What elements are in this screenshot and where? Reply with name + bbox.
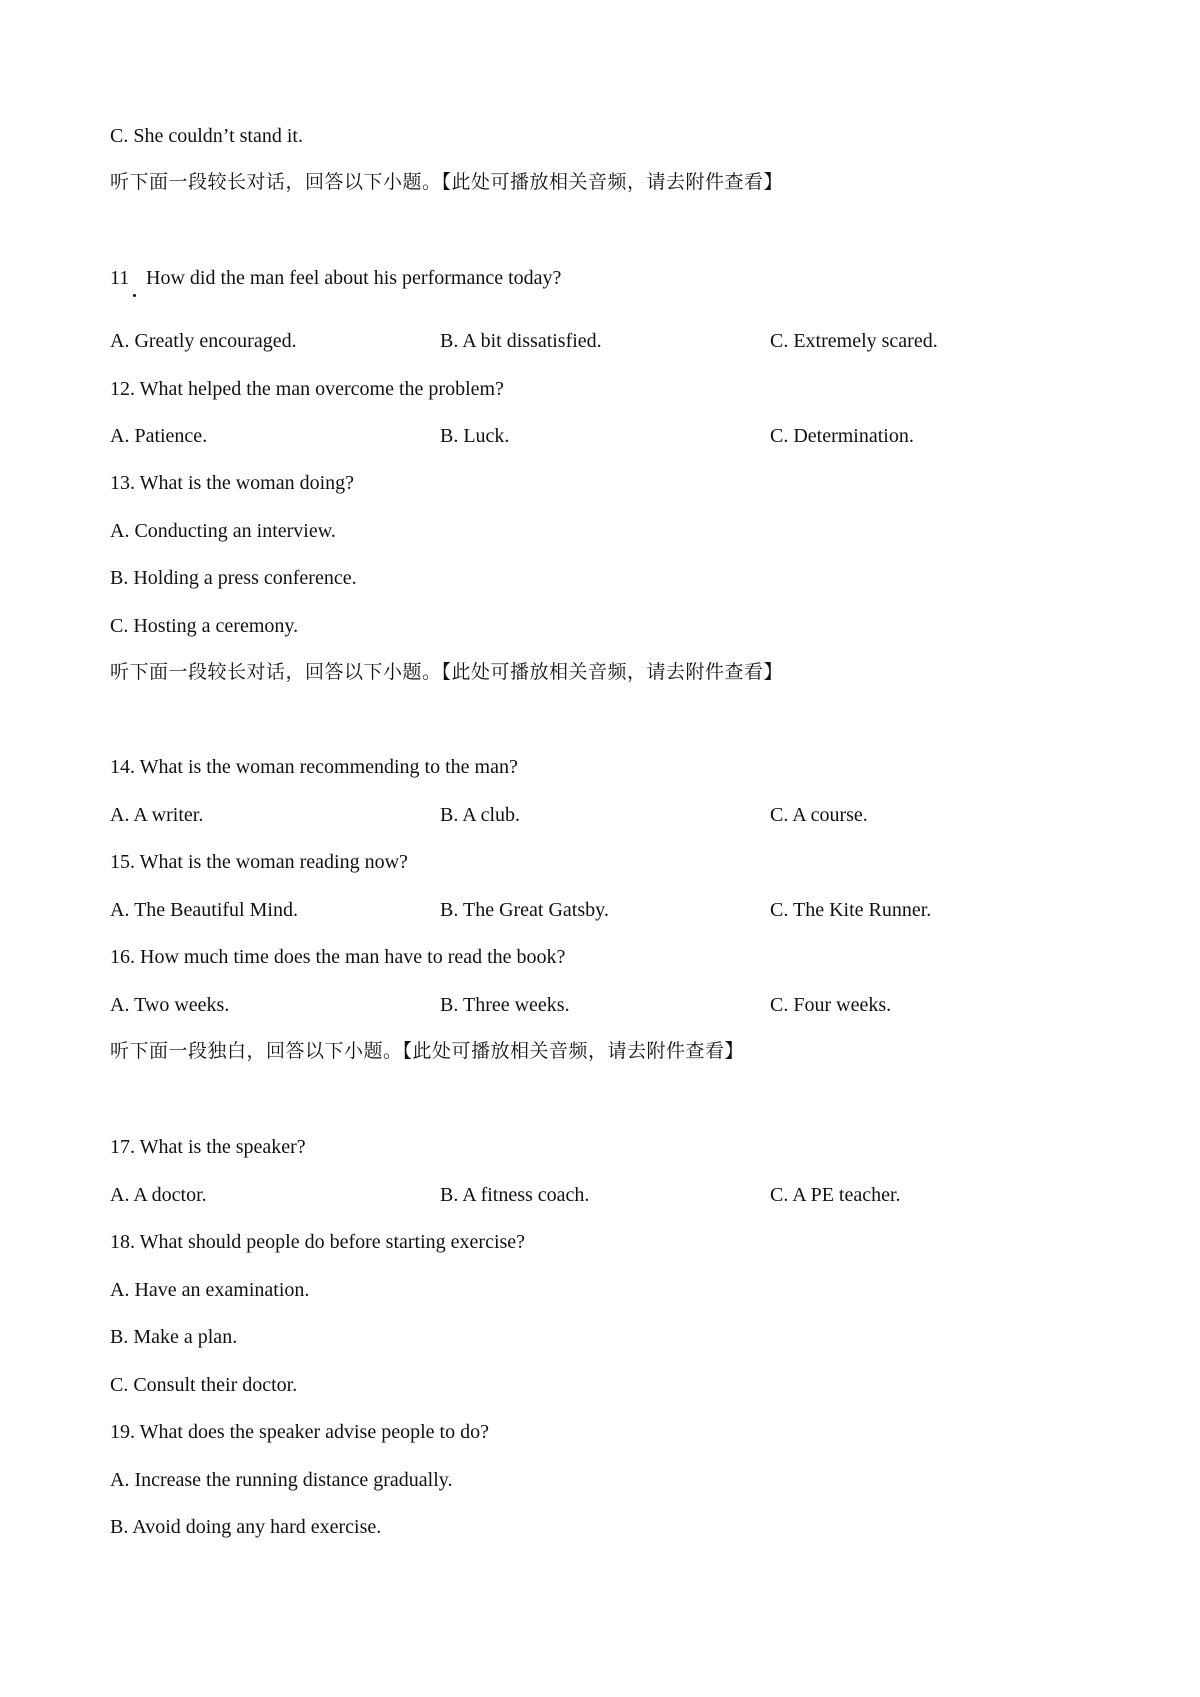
question-11-option-a: A. Greatly encouraged. (110, 330, 297, 352)
question-16-text: 16. How much time does the man have to read the book? (110, 946, 566, 968)
section-instruction-1: 听下面一段较长对话，回答以下小题。【此处可播放相关音频，请去附件查看】 (110, 171, 784, 193)
question-12-option-b: B. Luck. (440, 425, 510, 447)
question-17-option-a: A. A doctor. (110, 1184, 207, 1206)
question-19-option-a: A. Increase the running distance gradually. (110, 1469, 453, 1491)
question-17-option-c: C. A PE teacher. (770, 1184, 901, 1206)
question-16-option-b: B. Three weeks. (440, 994, 570, 1016)
question-16-option-c: C. Four weeks. (770, 994, 892, 1016)
question-11-text: How did the man feel about his performance today? (146, 267, 562, 289)
section-instruction-3: 听下面一段独白，回答以下小题。【此处可播放相关音频，请去附件查看】 (110, 1040, 745, 1062)
question-15-option-b: B. The Great Gatsby. (440, 899, 609, 921)
question-18-option-c: C. Consult their doctor. (110, 1374, 298, 1396)
question-13-option-a: A. Conducting an interview. (110, 520, 336, 542)
question-14-option-a: A. A writer. (110, 804, 204, 826)
question-12-option-a: A. Patience. (110, 425, 208, 447)
question-13-option-b: B. Holding a press conference. (110, 567, 357, 589)
question-12-option-c: C. Determination. (770, 425, 914, 447)
question-15-text: 15. What is the woman reading now? (110, 851, 408, 873)
question-13-text: 13. What is the woman doing? (110, 472, 355, 494)
question-19-text: 19. What does the speaker advise people to do? (110, 1421, 489, 1443)
question-18-text: 18. What should people do before starting exercise? (110, 1231, 526, 1253)
question-17-text: 17. What is the speaker? (110, 1136, 306, 1158)
question-17-option-b: B. A fitness coach. (440, 1184, 590, 1206)
question-15-option-a: A. The Beautiful Mind. (110, 899, 298, 921)
question-14-option-b: B. A club. (440, 804, 521, 826)
question-14-text: 14. What is the woman recommending to the man? (110, 756, 518, 778)
question-18-option-a: A. Have an examination. (110, 1279, 310, 1301)
question-13-option-c: C. Hosting a ceremony. (110, 615, 299, 637)
question-11-option-b: B. A bit dissatisfied. (440, 330, 602, 352)
question-12-text: 12. What helped the man overcome the problem? (110, 378, 504, 400)
question-18-option-b: B. Make a plan. (110, 1326, 238, 1348)
section-instruction-2: 听下面一段较长对话，回答以下小题。【此处可播放相关音频，请去附件查看】 (110, 661, 784, 683)
question-15-option-c: C. The Kite Runner. (770, 899, 932, 921)
question-11-dot (133, 294, 136, 297)
question-16-option-a: A. Two weeks. (110, 994, 230, 1016)
question-14-option-c: C. A course. (770, 804, 868, 826)
question-11-option-c: C. Extremely scared. (770, 330, 938, 352)
option-10c: C. She couldn’t stand it. (110, 125, 303, 147)
question-11-number: 11 (110, 267, 130, 289)
question-19-option-b: B. Avoid doing any hard exercise. (110, 1516, 382, 1538)
